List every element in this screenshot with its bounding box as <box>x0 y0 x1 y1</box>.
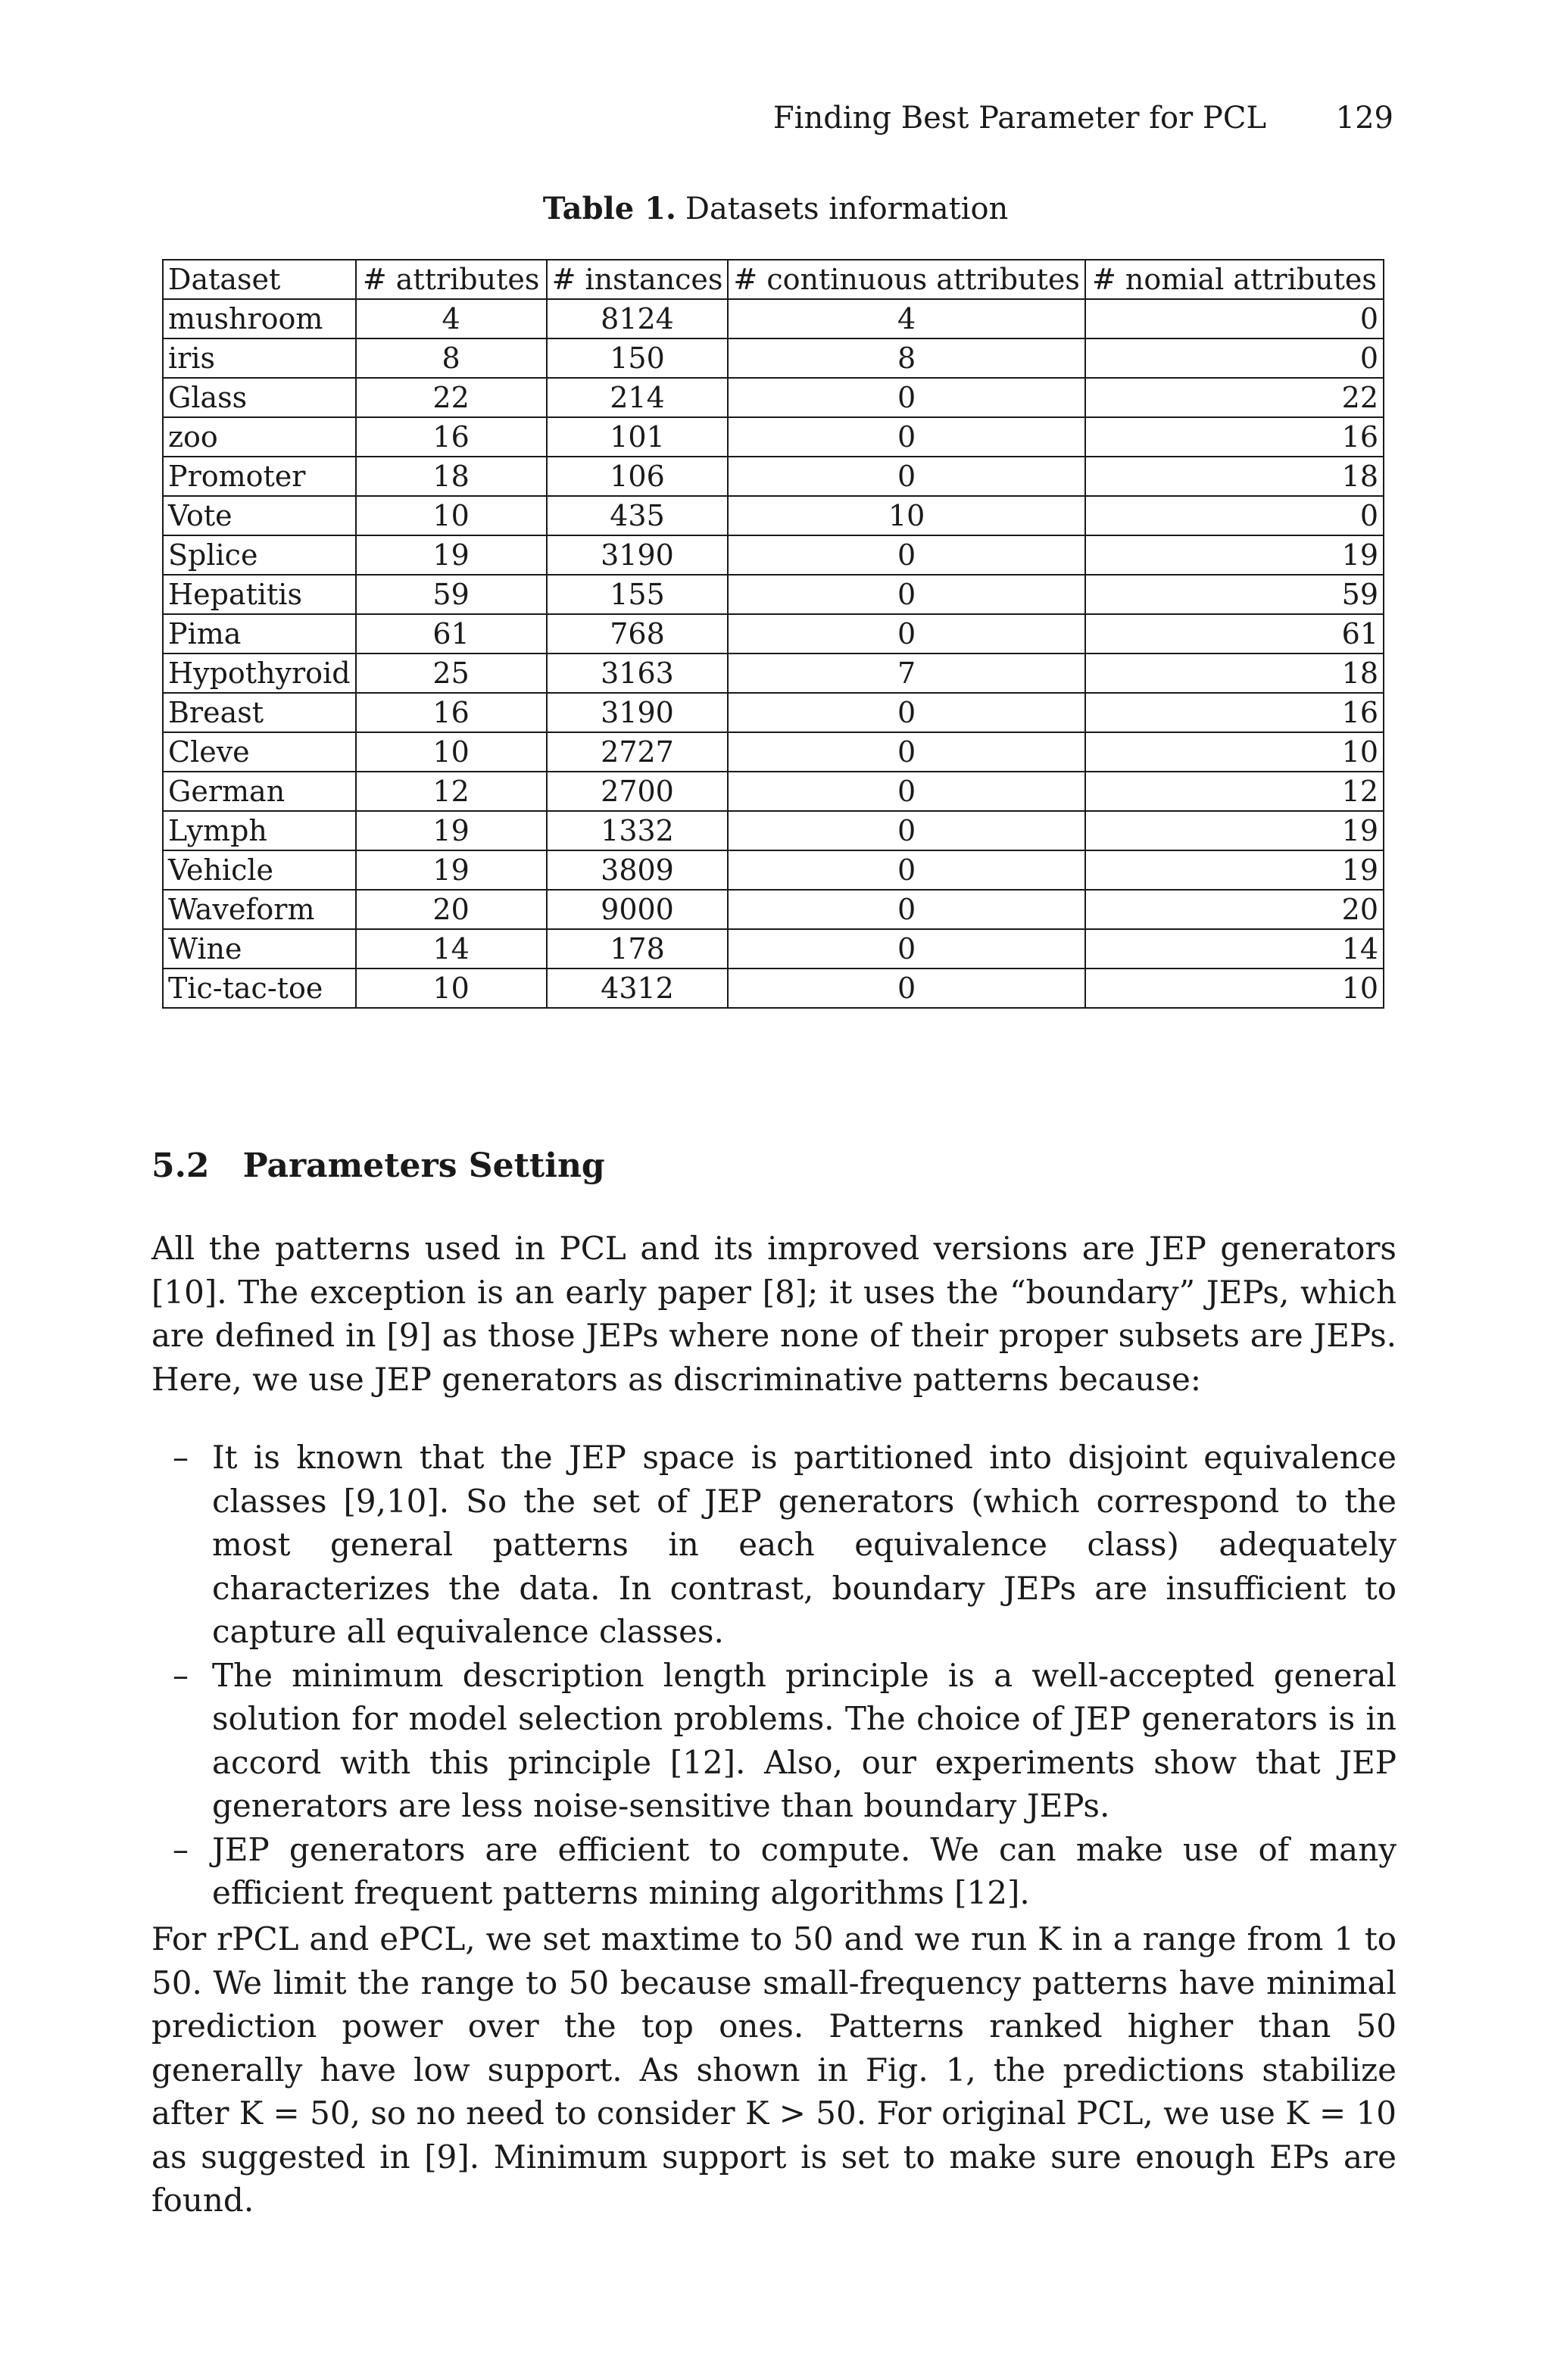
cell-nomial-attributes: 0 <box>1085 338 1384 378</box>
cell-attributes: 18 <box>356 457 547 496</box>
cell-continuous-attributes: 8 <box>728 338 1085 378</box>
cell-attributes: 25 <box>356 653 547 693</box>
table-caption <box>0 186 1551 232</box>
bullet-dash: – <box>173 1830 189 1868</box>
cell-nomial-attributes: 18 <box>1085 653 1384 693</box>
table-header-row <box>163 260 1384 299</box>
closing-paragraph: For rPCL and ePCL, we set maxtime to 50 and we run K in a range from 1 to 50. We limit the range to 50 because small-frequency patterns have minimal prediction power over the top ones. Patterns ranked higher than 50 generally have low support. As shown in Fig. 1, the predictions stabilize after K = 50, so no need to consider K > 50. For original PCL, we use K = 10 as suggested in [9]. Minimum support is set to make sure enough EPs are found. <box>151 1920 1397 2219</box>
cell-attributes: 19 <box>356 850 547 890</box>
cell-continuous-attributes: 0 <box>728 457 1085 496</box>
cell-dataset: zoo <box>163 417 356 457</box>
cell-continuous-attributes: 4 <box>728 299 1085 338</box>
bullet-item <box>151 1436 1397 1654</box>
bullet-item <box>151 1828 1397 1915</box>
datasets-table <box>162 259 1384 1009</box>
bullet-dash: – <box>173 1439 189 1476</box>
cell-instances: 4312 <box>547 969 729 1008</box>
table-row <box>163 338 1384 378</box>
cell-dataset: Splice <box>163 535 356 575</box>
page-number: 129 <box>1335 101 1393 136</box>
cell-continuous-attributes: 0 <box>728 811 1085 850</box>
cell-dataset: Hypothyroid <box>163 653 356 693</box>
cell-instances: 8124 <box>547 299 729 338</box>
table-row <box>163 299 1384 338</box>
table-row <box>163 653 1384 693</box>
cell-dataset: Wine <box>163 929 356 969</box>
cell-attributes: 10 <box>356 496 547 535</box>
cell-nomial-attributes: 14 <box>1085 929 1384 969</box>
cell-continuous-attributes: 0 <box>728 535 1085 575</box>
cell-attributes: 4 <box>356 299 547 338</box>
cell-continuous-attributes: 0 <box>728 772 1085 811</box>
cell-nomial-attributes: 22 <box>1085 378 1384 417</box>
table-row <box>163 850 1384 890</box>
cell-attributes: 22 <box>356 378 547 417</box>
cell-instances: 2727 <box>547 732 729 772</box>
header-nomial-attributes: # nomial attributes <box>1085 260 1384 299</box>
cell-continuous-attributes: 7 <box>728 653 1085 693</box>
cell-attributes: 19 <box>356 811 547 850</box>
cell-instances: 106 <box>547 457 729 496</box>
cell-nomial-attributes: 0 <box>1085 299 1384 338</box>
cell-attributes: 61 <box>356 614 547 653</box>
bullet-dash: – <box>173 1656 189 1694</box>
bullet-list <box>151 1436 1397 1915</box>
cell-dataset: Vehicle <box>163 850 356 890</box>
table-row <box>163 378 1384 417</box>
cell-continuous-attributes: 0 <box>728 417 1085 457</box>
cell-attributes: 10 <box>356 969 547 1008</box>
cell-instances: 3163 <box>547 653 729 693</box>
cell-dataset: Promoter <box>163 457 356 496</box>
cell-continuous-attributes: 0 <box>728 693 1085 732</box>
cell-nomial-attributes: 20 <box>1085 890 1384 929</box>
header-attributes: # attributes <box>356 260 547 299</box>
cell-instances: 2700 <box>547 772 729 811</box>
cell-attributes: 12 <box>356 772 547 811</box>
section-number: 5.2 <box>151 1146 210 1185</box>
cell-nomial-attributes: 16 <box>1085 417 1384 457</box>
table-row <box>163 496 1384 535</box>
cell-continuous-attributes: 0 <box>728 969 1085 1008</box>
cell-attributes: 8 <box>356 338 547 378</box>
section-heading <box>151 1143 605 1189</box>
cell-dataset: Vote <box>163 496 356 535</box>
table-row <box>163 732 1384 772</box>
table-row <box>163 772 1384 811</box>
cell-dataset: German <box>163 772 356 811</box>
cell-dataset: mushroom <box>163 299 356 338</box>
table-row <box>163 614 1384 653</box>
cell-attributes: 59 <box>356 575 547 614</box>
cell-attributes: 20 <box>356 890 547 929</box>
table-row <box>163 693 1384 732</box>
header-dataset: Dataset <box>163 260 356 299</box>
cell-instances: 3809 <box>547 850 729 890</box>
table-row <box>163 457 1384 496</box>
cell-attributes: 16 <box>356 693 547 732</box>
table-row <box>163 890 1384 929</box>
bullet-text: JEP generators are efficient to compute. We can make use of many efficient frequent patterns mining algorithms [12]. <box>212 1830 1397 1911</box>
cell-instances: 9000 <box>547 890 729 929</box>
table-row <box>163 969 1384 1008</box>
table-row <box>163 575 1384 614</box>
table-row <box>163 811 1384 850</box>
bullet-item <box>151 1654 1397 1828</box>
table-body <box>163 299 1384 1008</box>
cell-attributes: 19 <box>356 535 547 575</box>
cell-attributes: 10 <box>356 732 547 772</box>
cell-instances: 155 <box>547 575 729 614</box>
cell-nomial-attributes: 61 <box>1085 614 1384 653</box>
cell-attributes: 16 <box>356 417 547 457</box>
cell-continuous-attributes: 0 <box>728 575 1085 614</box>
cell-nomial-attributes: 59 <box>1085 575 1384 614</box>
cell-dataset: Pima <box>163 614 356 653</box>
cell-nomial-attributes: 19 <box>1085 850 1384 890</box>
header-instances: # instances <box>547 260 729 299</box>
bullet-text: It is known that the JEP space is partitioned into disjoint equivalence classes [9,10]. So the set of JEP generators (which correspond to the most general patterns in each equivalence class) adequately characterizes the data. In contrast, boundary JEPs are insufficient to capture all equivalence classes. <box>212 1439 1397 1650</box>
table-caption-text: Datasets information <box>685 192 1009 226</box>
cell-dataset: Hepatitis <box>163 575 356 614</box>
running-header-title: Finding Best Parameter for PCL <box>772 101 1266 136</box>
cell-nomial-attributes: 0 <box>1085 496 1384 535</box>
cell-nomial-attributes: 16 <box>1085 693 1384 732</box>
cell-instances: 3190 <box>547 535 729 575</box>
table-row <box>163 535 1384 575</box>
cell-nomial-attributes: 19 <box>1085 811 1384 850</box>
cell-instances: 768 <box>547 614 729 653</box>
cell-continuous-attributes: 0 <box>728 732 1085 772</box>
cell-continuous-attributes: 10 <box>728 496 1085 535</box>
cell-instances: 150 <box>547 338 729 378</box>
cell-instances: 101 <box>547 417 729 457</box>
cell-instances: 3190 <box>547 693 729 732</box>
cell-nomial-attributes: 10 <box>1085 969 1384 1008</box>
cell-continuous-attributes: 0 <box>728 378 1085 417</box>
cell-instances: 178 <box>547 929 729 969</box>
intro-paragraph: All the patterns used in PCL and its improved versions are JEP generators [10]. The exception is an early paper [8]; it uses the “boundary” JEPs, which are defined in [9] as those JEPs where none of their proper subsets are JEPs. Here, we use JEP generators as discriminative patterns because: <box>151 1230 1397 1398</box>
cell-dataset: Lymph <box>163 811 356 850</box>
cell-continuous-attributes: 0 <box>728 614 1085 653</box>
cell-instances: 1332 <box>547 811 729 850</box>
cell-continuous-attributes: 0 <box>728 890 1085 929</box>
running-header <box>772 95 1393 141</box>
table-caption-label: Table 1. <box>542 191 676 226</box>
cell-nomial-attributes: 19 <box>1085 535 1384 575</box>
bullet-text: The minimum description length principle is a well-accepted general solution for model selection problems. The choice of JEP generators is in accord with this principle [12]. Also, our experiments show that JEP generators are less noise-sensitive than boundary JEPs. <box>212 1656 1397 1824</box>
cell-instances: 435 <box>547 496 729 535</box>
cell-continuous-attributes: 0 <box>728 850 1085 890</box>
cell-nomial-attributes: 10 <box>1085 732 1384 772</box>
cell-dataset: Tic-tac-toe <box>163 969 356 1008</box>
cell-nomial-attributes: 18 <box>1085 457 1384 496</box>
cell-dataset: Cleve <box>163 732 356 772</box>
cell-instances: 214 <box>547 378 729 417</box>
cell-attributes: 14 <box>356 929 547 969</box>
table-row <box>163 417 1384 457</box>
table-row <box>163 929 1384 969</box>
cell-dataset: Waveform <box>163 890 356 929</box>
section-title: Parameters Setting <box>242 1146 605 1185</box>
cell-dataset: Glass <box>163 378 356 417</box>
cell-continuous-attributes: 0 <box>728 929 1085 969</box>
cell-dataset: Breast <box>163 693 356 732</box>
cell-dataset: iris <box>163 338 356 378</box>
cell-nomial-attributes: 12 <box>1085 772 1384 811</box>
header-continuous-attributes: # continuous attributes <box>728 260 1085 299</box>
